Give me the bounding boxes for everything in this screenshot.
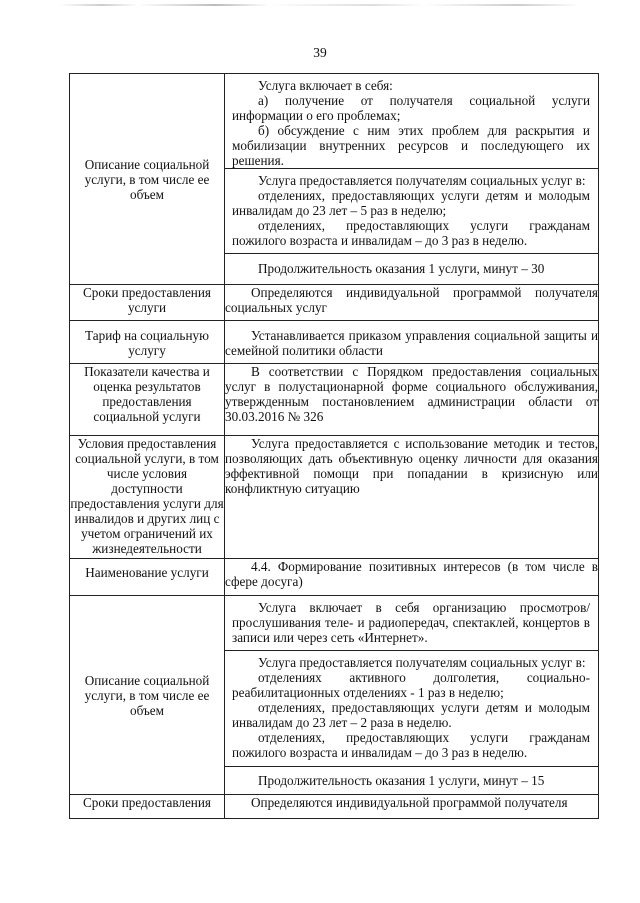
- row-label: Описание социальной услуги, в том числе ее объем: [70, 596, 225, 795]
- paragraph: Определяются индивидуальной программой получателя социальных услуг: [225, 285, 598, 315]
- paragraph: Определяются индивидуальной программой получателя: [251, 795, 568, 810]
- paragraph: Устанавливается приказом управления социальной защиты и семейной политики области: [225, 328, 598, 358]
- row-content: [225, 364, 599, 436]
- row-label: Сроки предоставления услуги: [70, 285, 225, 321]
- row-content: [225, 285, 599, 321]
- paragraph: а) получение от получателя социальной услуги информации о его проблемах;: [232, 93, 590, 123]
- row-label: Сроки предоставления: [70, 795, 225, 819]
- row-content: [225, 596, 599, 795]
- table-row: [70, 74, 599, 285]
- row-content: [225, 795, 599, 819]
- paragraph: Услуга включает в себя организацию просмотров/прослушивания теле- и радиопередач, спектаклей, концертов в записи или через сеть «Интернет».: [232, 600, 590, 645]
- paragraph: 4.4. Формирование позитивных интересов (в том числе в сфере досуга): [225, 559, 598, 589]
- paragraph: Продолжительность оказания 1 услуги, минут – 15: [258, 773, 545, 788]
- row-content: [225, 74, 599, 285]
- content-segment: [225, 74, 598, 168]
- paragraph: Услуга предоставляется получателям социальных услуг в:: [258, 655, 586, 670]
- paragraph: В соответствии с Порядком предоставления социальных услуг в полустационарной форме социального обслуживания, утвержденным постановлением администрации области от 30.03.2016 № 326: [225, 364, 598, 424]
- scan-artifact: [60, 4, 580, 6]
- service-table: [69, 73, 599, 819]
- table-row: [70, 436, 599, 559]
- content-segment: [225, 253, 598, 282]
- paragraph: Продолжительность оказания 1 услуги, минут – 30: [258, 261, 545, 276]
- row-label: Тариф на социальную услугу: [70, 321, 225, 364]
- paragraph: Услуга предоставляется получателям социальных услуг в:: [258, 173, 586, 188]
- paragraph: отделениях, предоставляющих услуги детям и молодым инвалидам до 23 лет – 5 раз в неделю;: [232, 188, 590, 218]
- row-content: [225, 321, 599, 364]
- paragraph: отделениях, предоставляющих услуги гражданам пожилого возраста и инвалидам – до 3 раз в неделю.: [232, 218, 590, 248]
- table-row: [70, 795, 599, 819]
- content-segment: [225, 766, 598, 794]
- page-number: 39: [313, 45, 327, 60]
- content-segment: [225, 596, 598, 650]
- table-row: [70, 364, 599, 436]
- row-label: Описание социальной услуги, в том числе ее объем: [70, 74, 225, 285]
- paragraph: Услуга предоставляется с использование методик и тестов, позволяющих дать объективную оценку личности для оказания эффективной помощи при попадании в кризисную или конфликтную ситуацию: [225, 436, 598, 496]
- content-segment: [225, 650, 598, 766]
- content-segment: [225, 168, 598, 253]
- table-row: [70, 596, 599, 795]
- row-content: [225, 436, 599, 559]
- paragraph: отделениях, предоставляющих услуги детям и молодым инвалидам до 23 лет – 2 раза в неделю.: [232, 700, 590, 730]
- row-label: Наименование услуги: [70, 559, 225, 596]
- paragraph: отделениях, предоставляющих услуги гражданам пожилого возраста и инвалидам – до 3 раз в неделю.: [232, 730, 590, 760]
- paragraph: б) обсуждение с ним этих проблем для раскрытия и мобилизации внутренних ресурсов и последующего их решения.: [232, 123, 590, 168]
- paragraph: отделениях активного долголетия, социально-реабилитационных отделениях - 1 раз в неделю;: [232, 670, 590, 700]
- table-row: [70, 559, 599, 596]
- row-label: Условия предоставления социальной услуги, в том числе условия доступности предоставления услуги для инвалидов и других лиц с учетом ограничений их жизнедеятельности: [70, 436, 225, 559]
- paragraph: Услуга включает в себя:: [258, 78, 393, 93]
- row-label: Показатели качества и оценка результатов предоставления социальной услуги: [70, 364, 225, 436]
- table-row: [70, 285, 599, 321]
- table-row: [70, 321, 599, 364]
- row-content: [225, 559, 599, 596]
